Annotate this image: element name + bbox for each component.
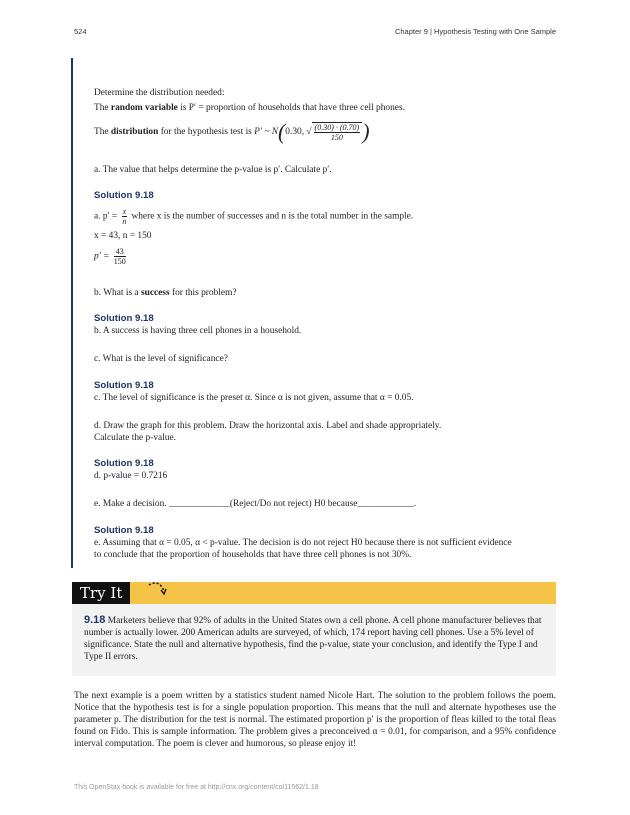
solution-e-2: to conclude that the proportion of households that have three cell phones is not 30%. bbox=[94, 550, 412, 560]
solution-heading-d: Solution 9.18 bbox=[94, 458, 154, 469]
solution-a-p: p′ = $\frac{43}{150}$ bbox=[94, 247, 126, 266]
solution-c: c. The level of significance is the preset α. Since α is not given, assume that α = 0.05. bbox=[94, 393, 414, 403]
solution-heading-b: Solution 9.18 bbox=[94, 313, 154, 324]
poem-intro-paragraph: The next example is a poem written by a statistics student named Nicole Hart. The solution to the problem follows the poem. Notice that the hypothesis test is for a single population proportion. This means that the null and alternate hypotheses use the parameter p. The distribution for the test is normal. The estimated proportion p′ is the proportion of fleas killed to the total fleas found on Fido. This is sample information. The problem gives a preconceived α = 0.01, for comparison, and a 95% confidence interval computation. The poem is clever and humorous, so please enjoy it! bbox=[74, 691, 556, 749]
solution-d: d. p-value = 0.7216 bbox=[94, 471, 168, 481]
page-number: 524 bbox=[74, 27, 87, 36]
solution-a: a. p′ = $\frac{x}{n}$ where x is the number of successes and n is the total number in the sample. bbox=[94, 207, 414, 226]
question-c: c. What is the level of significance? bbox=[94, 354, 228, 364]
try-it-label: Try It bbox=[72, 582, 130, 604]
solution-e-1: e. Assuming that α = 0.05, α < p-value. The decision is do not reject H0 because there is not sufficient evidence bbox=[94, 538, 512, 548]
solution-heading-e: Solution 9.18 bbox=[94, 525, 154, 536]
question-b: b. What is a success for this problem? bbox=[94, 288, 237, 298]
solution-b: b. A success is having three cell phones in a household. bbox=[94, 326, 302, 336]
solution-a-values: x = 43, n = 150 bbox=[94, 231, 152, 241]
try-it-text: 9.18 Marketers believe that 92% of adults in the United States own a cell phone. A cell phone manufacturer believes that number is actually lower. 200 American adults are surveyed, of which, 174 report having cell phones. Use a 5% level of significance. State the null and alternative hypothesis, find the p-value, state your conclusion, and identify the Type I and Type II errors. bbox=[84, 614, 542, 662]
question-e: e. Make a decision. _____________(Reject/Do not reject) H0 because____________. bbox=[94, 499, 417, 509]
example-rule bbox=[71, 58, 73, 568]
distribution-line: The distribution for the hypothesis test is P′ ~ N(0.30, √ $\frac{(0.30) \cdot (0.70)}{150}$ ) bbox=[94, 119, 370, 144]
svg-text:Σ: Σ bbox=[139, 586, 148, 601]
random-variable-line: The random variable is P′ = proportion of households that have three cell phones. bbox=[94, 103, 405, 113]
question-d-1: d. Draw the graph for this problem. Draw the horizontal axis. Label and shade appropriately. bbox=[94, 421, 442, 431]
solution-heading-a: Solution 9.18 bbox=[94, 190, 154, 201]
footer: This OpenStax book is available for free at http://cnx.org/content/col11562/1.18 bbox=[74, 784, 319, 791]
solution-heading-c: Solution 9.18 bbox=[94, 380, 154, 391]
sigma-icon bbox=[137, 585, 161, 602]
distribution-formula: P′ ~ N(0.30, √ $\frac{(0.30) \cdot (0.70)}{150}$ ) bbox=[254, 119, 370, 144]
question-a: a. The value that helps determine the p-value is p′. Calculate p′. bbox=[94, 165, 332, 175]
example-intro: Determine the distribution needed: bbox=[94, 88, 225, 98]
chapter-title: Chapter 9 | Hypothesis Testing with One Sample bbox=[394, 27, 556, 36]
question-d-2: Calculate the p-value. bbox=[94, 433, 176, 443]
